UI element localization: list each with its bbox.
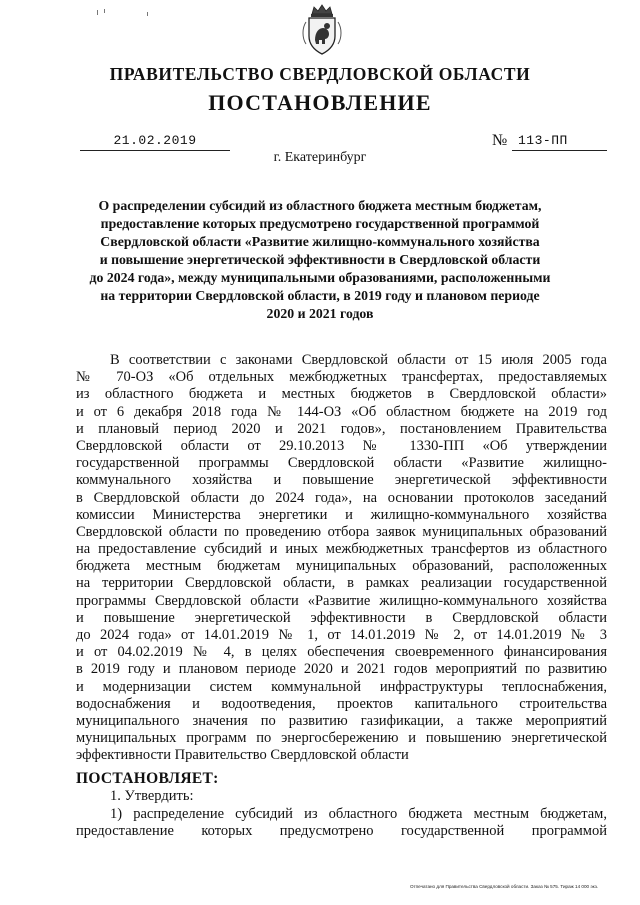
preamble-line: из областного бюджета и местных бюджетов в Свердловской области»: [76, 386, 607, 403]
clause-1-1: [76, 806, 607, 840]
title-line: О распределении субсидий из областного бюджета местным бюджетам,: [98, 198, 542, 213]
title-line: на территории Свердловской области, в 2019 году и плановом периоде: [100, 288, 540, 303]
title-line: 2020 и 2021 годов: [266, 306, 374, 321]
preamble-line: водоснабжения и водоотведения, проектов капитального строительства: [76, 695, 607, 712]
clause-1: 1. Утвердить:: [110, 788, 194, 804]
preamble-line: программы Свердловской области «Развитие жилищно-коммунального хозяйства: [76, 592, 607, 609]
scan-mark: [97, 10, 98, 15]
preamble-line: муниципального значения по развитию газификации, а также мероприятий: [76, 712, 607, 729]
preamble-line: комиссии Министерства энергетики и жилищно-коммунального хозяйства: [76, 506, 607, 523]
number-sign: №: [492, 132, 508, 149]
decree-number: 113-ПП: [518, 133, 568, 148]
print-footer-note: Отпечатано для Правительства Свердловской области. Заказ № 575. Тираж 14 000 экз.: [410, 884, 599, 889]
government-title: ПРАВИТЕЛЬСТВО СВЕРДЛОВСКОЙ ОБЛАСТИ: [109, 64, 531, 84]
document-type-heading: ПОСТАНОВЛЕНИЕ: [208, 90, 432, 115]
preamble-line: эффективности Правительство Свердловской области: [76, 747, 409, 764]
preamble-line: и от 6 декабря 2018 года № 144-ОЗ «Об областном бюджете на 2019 год: [76, 403, 607, 420]
title-line: и повышение энергетической эффективности в Свердловской области: [99, 252, 541, 267]
preamble-line: и модернизации систем коммунальной инфраструктуры теплоснабжения,: [76, 678, 607, 695]
decree-date: 21.02.2019: [113, 133, 197, 148]
preamble-line: в Свердловской области до 2024 года», на основании протоколов заседаний: [76, 489, 607, 506]
preamble-paragraph: [76, 352, 607, 765]
preamble-line: государственной программы Свердловской области «Развитие жилищно-: [76, 455, 607, 472]
preamble-line: до 2024 года» от 14.01.2019 № 1, от 14.01.2019 № 2, от 14.01.2019 № 3: [76, 627, 607, 643]
title-line: Свердловской области «Развитие жилищно-коммунального хозяйства: [100, 234, 540, 249]
title-line: предоставление которых предусмотрено государственной программой: [100, 216, 540, 231]
preamble-line: № 70-ОЗ «Об отдельных межбюджетных трансфертах, предоставляемых: [76, 369, 607, 386]
preamble-line: и плановый период 2020 и 2021 годов», постановлением Правительства: [76, 420, 607, 437]
title-line: до 2024 года», между муниципальными образованиями, расположенными: [89, 270, 551, 285]
coat-of-arms-icon: [300, 4, 344, 56]
clause-line: предоставление которых предусмотрено государственной программой: [76, 823, 607, 840]
preamble-line: на предоставление субсидий и иных межбюджетных трансфертов из областного: [76, 541, 607, 558]
preamble-line: и от 04.02.2019 № 4, в целях обеспечения своевременного финансирования: [76, 644, 607, 661]
preamble-line: в 2019 году и плановом периоде 2020 и 2021 годов мероприятий по развитию: [76, 661, 607, 678]
preamble-line: В соответствии с законами Свердловской области от 15 июля 2005 года: [110, 352, 607, 368]
resolves-heading: ПОСТАНОВЛЯЕТ:: [76, 770, 219, 787]
clause-line: 1) распределение субсидий из областного бюджета местным бюджетам,: [110, 806, 607, 822]
scan-mark: [104, 9, 105, 13]
preamble-line: на территории Свердловской области, в рамках реализации государственной: [76, 575, 607, 592]
preamble-line: муниципальных программ по энергосбережению и повышению энергетической: [76, 730, 607, 747]
preamble-line: Свердловской области от 29.10.2013 № 1330-ПП «Об утверждении: [76, 437, 607, 454]
preamble-line: и повышение энергетической эффективности в Свердловской области: [76, 609, 607, 626]
preamble-line: бюджета местным бюджетам муниципальных образований, расположенных: [76, 558, 607, 575]
scan-mark: [147, 12, 148, 16]
preamble-line: коммунального хозяйства и повышение энергетической эффективности: [76, 472, 607, 489]
preamble-line: Свердловской области по проведению отбора заявок муниципальных образований: [76, 523, 607, 540]
decree-title: [60, 197, 580, 323]
issue-city: г. Екатеринбург: [273, 150, 367, 165]
